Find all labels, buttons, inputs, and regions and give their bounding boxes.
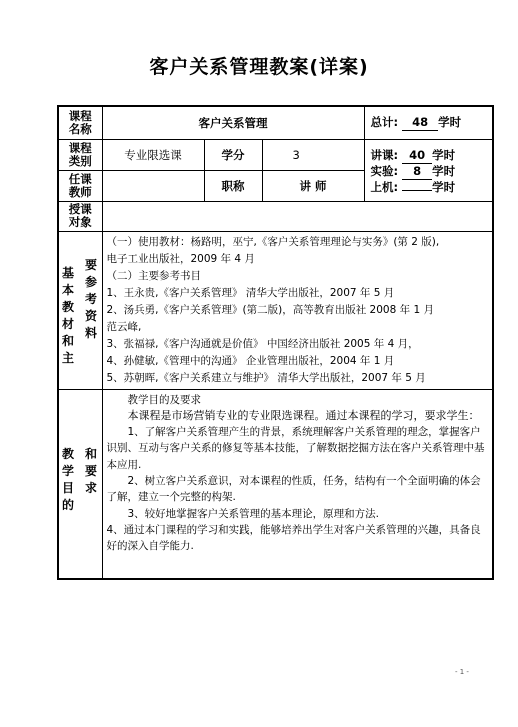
credit-value: 3 <box>262 139 364 170</box>
lecture-label: 讲课: <box>370 147 399 162</box>
lab-hours <box>371 164 493 180</box>
reference-line: 4、孙健敏,《管理中的沟通》 企业管理出版社，2004 年 1 月 <box>106 354 395 367</box>
materials-label-col-1 <box>62 265 74 367</box>
lecture-hours-value: 40 <box>402 148 432 164</box>
objective-item: 2、树立客户关系意识，对本课程的性质，任务，结构有一个全面明确的体会了解，建立一个完整的构架. <box>106 474 481 504</box>
total-hours <box>364 106 493 139</box>
objectives-content <box>102 389 493 579</box>
label-char: 料 <box>85 325 98 340</box>
label-char: 教 <box>62 299 75 314</box>
title-value: 讲 师 <box>262 170 364 201</box>
label-char: 和 <box>62 333 75 348</box>
lab-hours-value: 8 <box>402 164 432 180</box>
reference-line: 1、王永贵,《客户关系管理》 清华大学出版社，2007 年 5 月 <box>106 286 395 299</box>
label-line: 任课 <box>68 171 92 186</box>
total-hours-value: 48 <box>402 115 438 131</box>
page-number: - 1 - <box>455 668 469 676</box>
audience-label <box>58 201 102 231</box>
reference-line: （二）主要参考书目 <box>106 269 201 282</box>
course-type-label <box>58 139 102 170</box>
label-line: 授课 <box>68 202 92 216</box>
objective-item: 4、通过本门课程的学习和实践，能够培养出学生对客户关系管理的兴趣，具备良好的深入自学能力. <box>106 523 481 553</box>
materials-list <box>107 234 489 387</box>
label-char: 基 <box>62 265 75 280</box>
machine-hours <box>371 180 493 195</box>
objectives-label <box>58 389 102 579</box>
hours-unit: 学时 <box>438 114 462 129</box>
lab-label: 实验: <box>370 163 399 178</box>
materials-label-col-2 <box>85 257 97 342</box>
label-char: 主 <box>62 350 75 365</box>
reference-line: （一）使用教材：杨路明，巫宁,《客户关系管理理论与实务》(第 2 版), <box>106 235 440 248</box>
objectives-intro: 本课程是市场营销专业的专业限选课程。通过本课程的学习，要求学生： <box>127 408 480 422</box>
credit-label: 学分 <box>204 139 262 170</box>
course-name-label <box>58 106 102 139</box>
reference-line: 3、张福禄,《客户沟通就是价值》 中国经济出版社 2005 年 4 月， <box>106 337 419 350</box>
reference-line: 5、苏朝晖,《客户关系建立与维护》 清华大学出版社，2007 年 5 月 <box>106 371 426 384</box>
label-char: 要 <box>85 463 98 478</box>
machine-hours-value <box>402 190 432 191</box>
label-char: 求 <box>85 480 98 495</box>
label-char: 材 <box>62 316 75 331</box>
page-title: 客户关系管理教案(详案) <box>149 56 369 78</box>
label-char: 考 <box>85 291 98 306</box>
lesson-plan-table <box>57 105 494 580</box>
label-char: 参 <box>85 274 98 289</box>
objective-item: 3、较好地掌握客户关系管理的基本理论，原理和方法. <box>127 507 380 520</box>
hours-unit: 学时 <box>432 163 456 178</box>
label-char: 本 <box>62 282 75 297</box>
row-course-name <box>58 106 493 139</box>
materials-label-block <box>59 232 102 387</box>
materials-content <box>102 231 493 389</box>
reference-line: 范云峰, <box>106 320 142 333</box>
objectives-heading: 教学目的及要求 <box>127 393 201 406</box>
title-label: 职称 <box>204 170 262 201</box>
label-char: 学 <box>62 463 75 478</box>
total-hours-label: 总计: <box>370 114 399 129</box>
label-line: 对象 <box>68 215 92 229</box>
teacher-label <box>58 170 102 201</box>
lecture-hours <box>371 148 493 164</box>
machine-label: 上机: <box>370 179 399 194</box>
label-char: 的 <box>62 497 75 512</box>
objectives-label-col-2 <box>85 446 97 497</box>
course-name-value: 客户关系管理 <box>102 106 364 139</box>
row-materials <box>58 231 493 389</box>
label-char: 和 <box>85 446 98 461</box>
materials-label <box>58 231 102 389</box>
row-course-type <box>58 139 493 170</box>
objectives-label-col-1 <box>62 446 74 514</box>
label-char: 教 <box>62 446 75 461</box>
objectives-label-block <box>59 390 102 578</box>
reference-line: 2、汤兵勇,《客户关系管理》(第二版)，高等教育出版社 2008 年 1 月 <box>106 303 434 316</box>
label-char: 资 <box>85 308 98 323</box>
label-char: 目 <box>62 480 75 495</box>
teacher-value <box>102 170 204 201</box>
label-line: 名称 <box>68 121 92 136</box>
label-char: 要 <box>85 257 98 272</box>
audience-value <box>102 201 493 231</box>
label-line: 教师 <box>68 184 92 199</box>
course-type-value: 专业限选课 <box>102 139 204 170</box>
hours-unit: 学时 <box>432 179 456 194</box>
label-line: 类别 <box>68 153 92 168</box>
hours-unit: 学时 <box>432 147 456 162</box>
label-line: 课程 <box>68 140 92 155</box>
reference-line: 电子工业出版社，2009 年 4 月 <box>106 252 255 265</box>
hours-breakdown <box>364 139 493 201</box>
label-line: 课程 <box>68 108 92 123</box>
row-objectives <box>58 389 493 579</box>
row-audience <box>58 201 493 231</box>
objective-item: 1、了解客户关系管理产生的背景，系统理解客户关系管理的理念，掌握客户识别、互动与客户关系的修复等基本技能，了解数据挖掘方法在客户关系管理中基本应用. <box>106 426 485 471</box>
